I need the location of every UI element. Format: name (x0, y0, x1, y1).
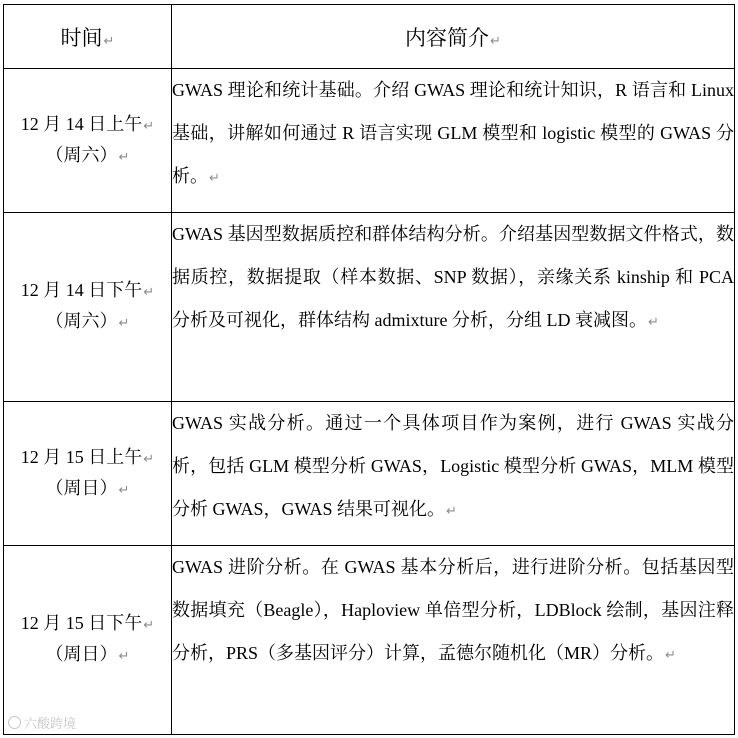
session-time: 12 月 15 日上午↵ （周日）↵ (4, 402, 172, 546)
table-row (4, 213, 735, 402)
watermark-text: 六酸跨境 (24, 717, 77, 732)
paragraph-mark-icon: ↵ (647, 315, 659, 330)
paragraph-mark-icon: ↵ (446, 504, 457, 519)
session-time: 12 月 15 日下午↵ （周日）↵ (4, 546, 172, 735)
table-header-row (4, 5, 735, 69)
session-time: 12 月 14 日下午↵ （周六）↵ (4, 213, 172, 402)
table-row (4, 402, 735, 546)
paragraph-mark-icon: ↵ (665, 648, 676, 663)
table-row (4, 69, 735, 213)
watermark-logo-icon (8, 716, 21, 729)
session-description: GWAS 进阶分析。在 GWAS 基本分析后，进行进阶分析。包括基因型数据填充（Beagle），Haploview 单倍型分析，LDBlock 绘制，基因注释分析，PRS（多基因评分）计算，孟德尔随机化（MR）分析。↵ (172, 546, 735, 735)
session-description: GWAS 基因型数据质控和群体结构分析。介绍基因型数据文件格式，数据质控，数据提取（样本数据、SNP 数据），亲缘关系 kinship 和 PCA 分析及可视化，群体结构 admixture 分析，分组 LD 衰减图。↵ (172, 213, 735, 402)
paragraph-mark-icon: ↵ (143, 451, 155, 467)
paragraph-mark-icon: ↵ (143, 618, 155, 633)
table-row (4, 546, 735, 735)
header-time: 时间↵ (4, 5, 172, 69)
paragraph-mark-icon: ↵ (490, 33, 501, 49)
session-description: GWAS 实战分析。通过一个具体项目作为案例，进行 GWAS 实战分析，包括 GLM 模型分析 GWAS，Logistic 模型分析 GWAS，MLM 模型分析 GWAS，GWAS 结果可视化。↵ (172, 402, 735, 546)
watermark (8, 713, 76, 732)
paragraph-mark-icon: ↵ (143, 285, 155, 300)
session-description: GWAS 理论和统计基础。介绍 GWAS 理论和统计知识，R 语言和 Linux 基础，讲解如何通过 R 语言实现 GLM 模型和 logistic 模型的 GWAS 分析。↵ (172, 69, 735, 213)
paragraph-mark-icon: ↵ (118, 316, 130, 331)
paragraph-mark-icon: ↵ (143, 118, 155, 134)
paragraph-mark-icon: ↵ (118, 649, 130, 664)
paragraph-mark-icon: ↵ (103, 33, 115, 49)
session-time: 12 月 14 日上午↵ （周六）↵ (4, 69, 172, 213)
header-content: 内容简介↵ (172, 5, 735, 69)
paragraph-mark-icon: ↵ (118, 149, 130, 165)
paragraph-mark-icon: ↵ (118, 482, 130, 498)
paragraph-mark-icon: ↵ (209, 171, 220, 186)
schedule-table (3, 4, 735, 735)
